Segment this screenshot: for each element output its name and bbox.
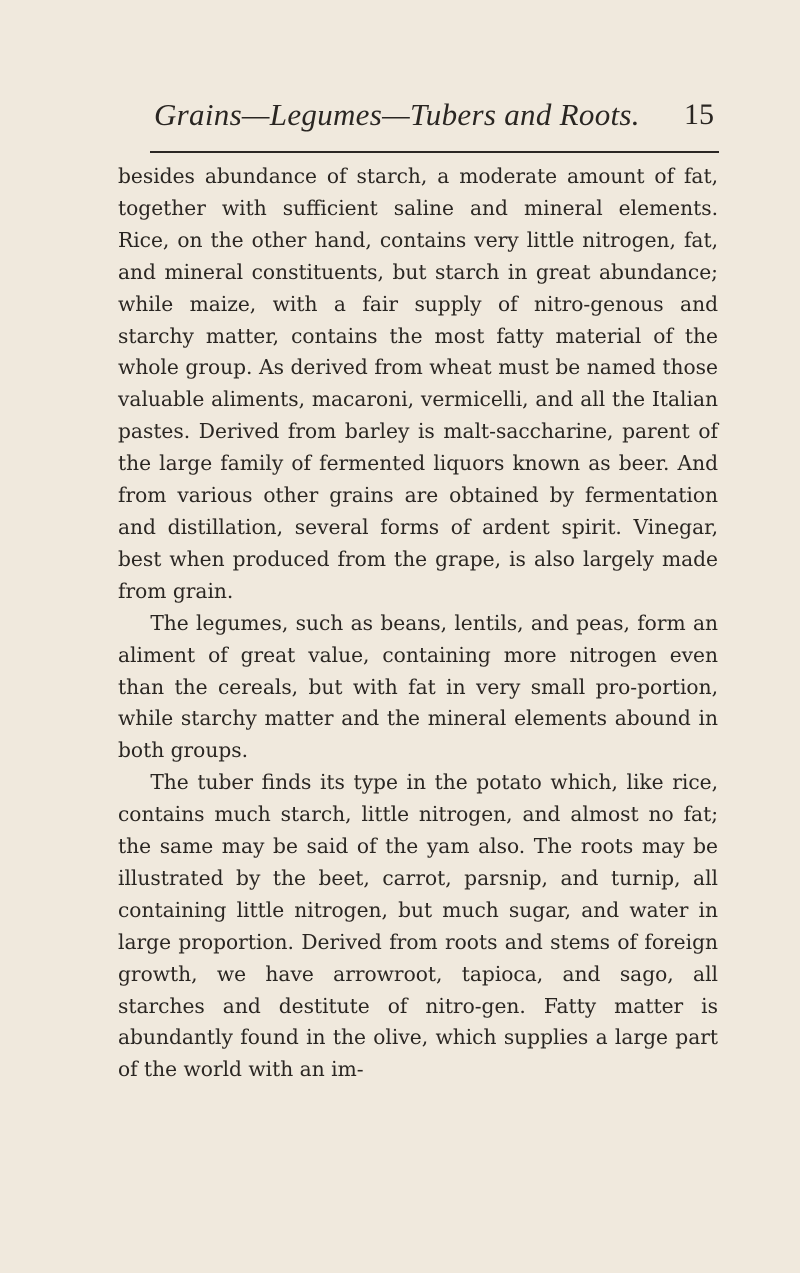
body-text xyxy=(118,161,718,1086)
paragraph-legumes: The legumes, such as beans, lentils, and peas, form an aliment of great value, containing more nitrogen even than the cereals, but with fat in very small pro-portion, while starchy matter and the mineral elements abound in both groups. xyxy=(118,610,718,763)
paragraph-continued: besides abundance of starch, a moderate amount of fat, together with sufficient saline and mineral elements. Rice, on the other hand, contains very little nitrogen, fat, and mineral constituents, but starch in great abundance; while maize, with a fair supply of nitro-genous and starchy matter, contains the most fatty material of the whole group. As derived from wheat must be named those valuable aliments, macaroni, vermicelli, and all the Italian pastes. Derived from barley is malt-saccharine, parent of the large family of fermented liquors known as beer. And from various other grains are obtained by fermentation and distillation, several forms of ardent spirit. Vinegar, best when produced from the grape, is also largely made from grain. xyxy=(118,164,718,603)
running-head: Grains—Legumes—Tubers and Roots. xyxy=(154,97,640,132)
paragraph-tubers-roots: The tuber finds its type in the potato which, like rice, contains much starch, little nitrogen, and almost no fat; the same may be said of the yam also. The roots may be illustrated by the beet, carrot, parsnip, and turnip, all containing little nitrogen, but much sugar, and water in large proportion. Derived from roots and stems of foreign growth, we have arrowroot, tapioca, and sago, all starches and destitute of nitro-gen. Fatty matter is abundantly found in the olive, which supplies a large part of the world with an im- xyxy=(118,770,718,1082)
page-number: 15 xyxy=(684,98,714,131)
header-rule xyxy=(150,151,719,153)
page-header xyxy=(154,97,714,137)
